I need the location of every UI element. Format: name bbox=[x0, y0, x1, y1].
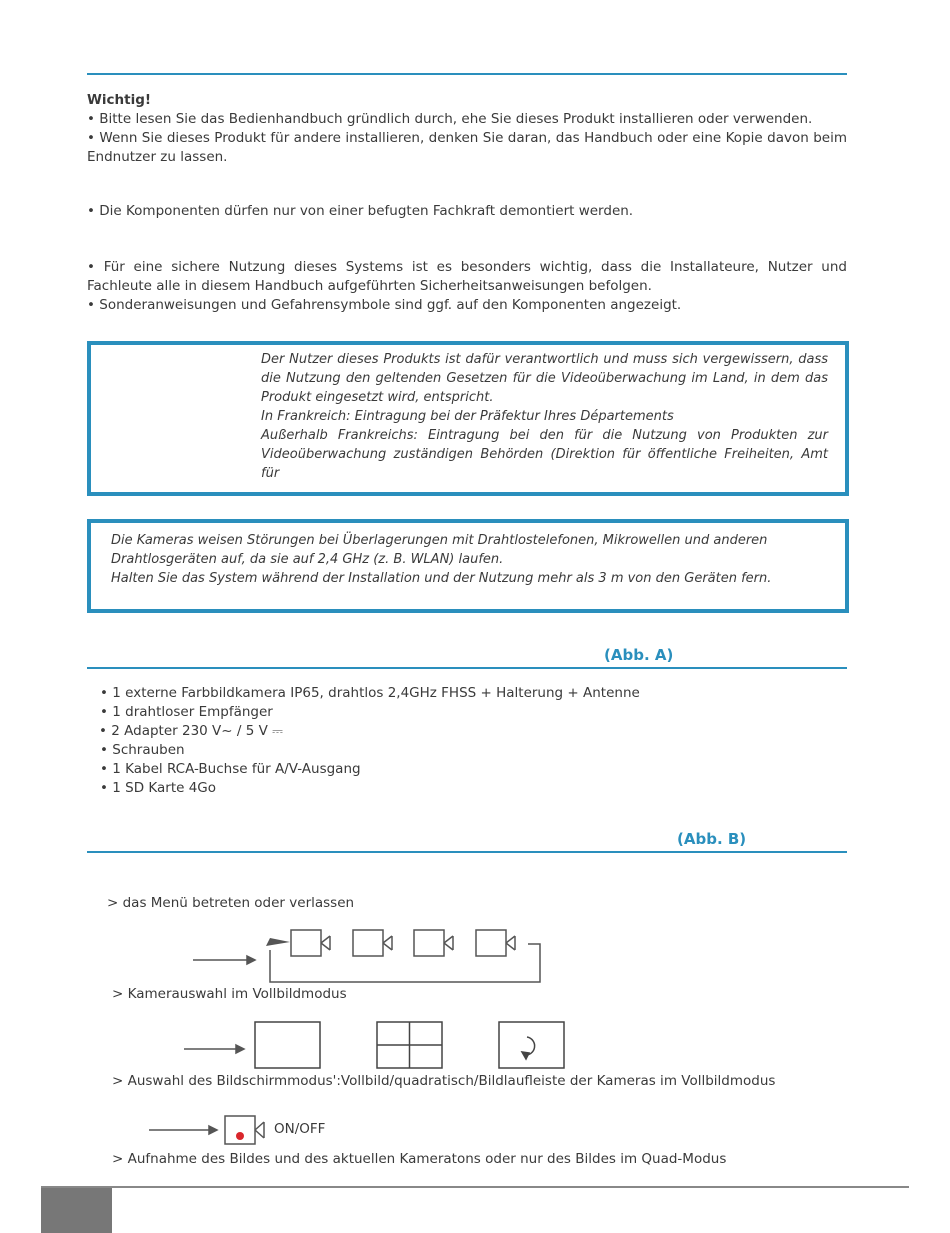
interference-p1: Die Kameras weisen Störungen bei Überlagerungen mit Drahtlostelefonen, Mikrowellen und anderen Drahtlosgeräten auf, da sie auf 2,4 GHz (z. B. WLAN) laufen. bbox=[111, 533, 768, 567]
quad-mode-icon bbox=[377, 1022, 442, 1068]
camera-icon bbox=[353, 930, 392, 956]
camera-icon bbox=[291, 930, 330, 956]
legal-p3: Außerhalb Frankreichs: Eintragung bei den für die Nutzung von Produkten zur Videoüberwachung zuständigen Behörden (Direktion für öffentliche Freiheiten, Amt für bbox=[261, 428, 828, 481]
screen-mode-text: > Auswahl des Bildschirmmodus':Vollbild/quadratisch/Bildlaufleiste der Kameras im Vollbildmodus bbox=[112, 1073, 776, 1089]
top-divider bbox=[87, 73, 847, 75]
list-item: • 2 Adapter 230 V~ / 5 V ⎓ bbox=[99, 723, 283, 739]
loop-line bbox=[270, 944, 540, 982]
interference-text bbox=[111, 531, 831, 588]
list-item: • Schrauben bbox=[100, 742, 185, 758]
safety-line-2: • Sonderanweisungen und Gefahrensymbole sind ggf. auf den Komponenten angezeigt. bbox=[87, 297, 682, 313]
record-camera-icon bbox=[225, 1116, 264, 1144]
components-note: • Die Komponenten dürfen nur von einer befugten Fachkraft demontiert werden. bbox=[87, 203, 634, 219]
camera-cycle-diagram bbox=[185, 920, 555, 990]
legal-p2: In Frankreich: Eintragung bei der Präfektur Ihres Départements bbox=[261, 409, 674, 424]
figure-a-label: (Abb. A) bbox=[604, 646, 674, 664]
camera-icon bbox=[414, 930, 453, 956]
camera-icon bbox=[476, 930, 515, 956]
interference-notice-box bbox=[87, 519, 849, 613]
camera-select-text: > Kamerauswahl im Vollbildmodus bbox=[112, 986, 347, 1002]
screen-mode-diagram bbox=[180, 1018, 570, 1073]
section-divider-b bbox=[87, 851, 847, 853]
arrow-icon bbox=[184, 1045, 244, 1053]
intro-line-2: • Wenn Sie dieses Produkt für andere installieren, denken Sie daran, das Handbuch oder eine Kopie davon beim Endnutzer zu lassen. bbox=[87, 130, 847, 165]
legal-p1: Der Nutzer dieses Produkts ist dafür verantwortlich und muss sich vergewissern, dass die Nutzung den geltenden Gesetzen für die Videoüberwachung im Land, in dem das Produkt eingesetzt wird, entspricht. bbox=[261, 352, 828, 405]
record-text: > Aufnahme des Bildes und des aktuellen Kameratons oder nur des Bildes im Quad-Modus bbox=[112, 1151, 727, 1167]
list-item: • 1 externe Farbbildkamera IP65, drahtlos 2,4GHz FHSS + Halterung + Antenne bbox=[100, 685, 640, 701]
list-item: • 1 drahtloser Empfänger bbox=[100, 704, 273, 720]
safety-line-1: • Für eine sichere Nutzung dieses Systems ist es besonders wichtig, dass die Installateure, Nutzer und Fachleute alle in diesem Handbuch aufgeführten Sicherheitsanweisungen befolgen. bbox=[87, 259, 847, 294]
footer-divider bbox=[41, 1186, 909, 1188]
safety-block bbox=[87, 258, 847, 315]
onoff-label: ON/OFF bbox=[274, 1121, 326, 1137]
record-dot-icon bbox=[236, 1132, 244, 1140]
menu-enter-exit-text: > das Menü betreten oder verlassen bbox=[107, 895, 355, 911]
legal-notice-box bbox=[87, 341, 849, 496]
intro-line-1: • Bitte lesen Sie das Bedienhandbuch gründlich durch, ehe Sie dieses Produkt installieren oder verwenden. bbox=[87, 111, 813, 127]
interference-p2: Halten Sie das System während der Installation und der Nutzung mehr als 3 m von den Geräten fern. bbox=[111, 571, 772, 586]
record-diagram bbox=[145, 1112, 275, 1148]
figure-b-label: (Abb. B) bbox=[677, 830, 747, 848]
section-divider-a bbox=[87, 667, 847, 669]
legal-notice-text bbox=[261, 350, 828, 481]
list-item: • 1 SD Karte 4Go bbox=[100, 780, 217, 796]
intro-block bbox=[87, 91, 847, 167]
loop-arrowhead-icon bbox=[266, 938, 290, 946]
arrow-icon bbox=[149, 1126, 217, 1134]
scroll-mode-icon bbox=[499, 1022, 564, 1068]
package-contents-list bbox=[100, 684, 640, 798]
intro-heading: Wichtig! bbox=[87, 92, 152, 108]
arrow-icon bbox=[193, 956, 255, 964]
list-item: • 1 Kabel RCA-Buchse für A/V-Ausgang bbox=[100, 761, 361, 777]
page-tab-block bbox=[41, 1188, 112, 1233]
fullscreen-mode-icon bbox=[255, 1022, 320, 1068]
